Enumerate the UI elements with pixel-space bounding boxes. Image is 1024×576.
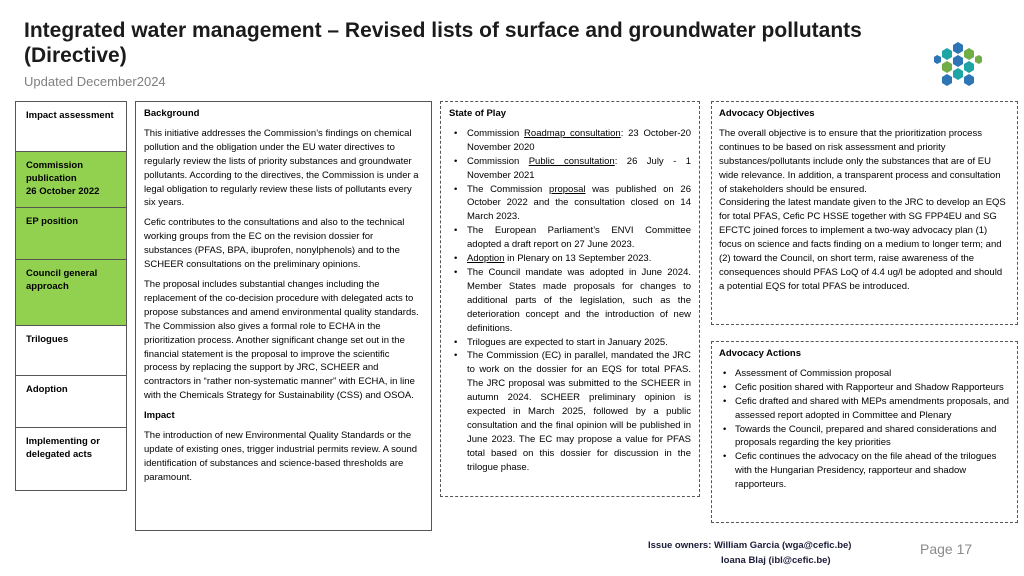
list-item: • Cefic continues the advocacy on the file ahead of the trilogues with the Hungarian Presidency, rapporteur and shadow rapporteurs.: [719, 450, 1010, 492]
advocacy-objectives-panel: [711, 101, 1018, 325]
page-number: Page 17: [920, 541, 973, 557]
step-trilogues: Trilogues: [16, 326, 126, 376]
adoption-link[interactable]: Adoption: [467, 253, 505, 265]
page-title: Integrated water management – Revised lists of surface and groundwater pollutants (Directive): [24, 19, 862, 67]
issue-owner-1: Issue owners: William Garcia (wga@cefic.be): [648, 540, 852, 551]
impact-paragraph: The introduction of new Environmental Quality Standards or the update of existing ones, trigger industrial permits review. A sound identification of substances and science-based thresholds are paramount.: [144, 430, 418, 483]
public-consultation-link[interactable]: Public consultation: [528, 155, 615, 167]
state-of-play-panel: [440, 101, 700, 497]
list-item: • The Commission (EC) in parallel, mandated the JRC to work on the dossier for an EQS for total PFAS. The JRC proposal was submitted to the SCHEER in autumn 2024. SCHEER preliminary opinion is expected in March 2025, followed by a public consultation and the final opinion will be published in June 2023. The EC may propose a value for PFAS total based on this dossier for discussion in the trilogue phase.: [449, 349, 691, 474]
list-item: • Commission Public consultation: 26 July - 1 November 2021: [449, 155, 691, 183]
step-adoption: Adoption: [16, 376, 126, 428]
advocacy-actions-panel: [711, 341, 1018, 523]
step-council-general-approach: Council general approach: [16, 260, 126, 326]
state-of-play-heading: State of Play: [449, 108, 507, 119]
process-timeline: [15, 101, 127, 491]
advocacy-actions-list: [719, 367, 1010, 492]
proposal-link[interactable]: proposal: [549, 183, 586, 195]
objectives-paragraph: The overall objective is to ensure that the prioritization process continues to be based on risk assessment and priority substances/pollutants include only the substances that are of EU wide relevance. In addition, a transparent process and consultation of stakeholders should be ensured.: [719, 127, 1001, 195]
step-implementing-delegated-acts: Implementing or delegated acts: [26, 436, 100, 460]
advocacy-objectives-heading: Advocacy Objectives: [719, 108, 815, 119]
objectives-paragraph: Considering the latest mandate given to the JRC to develop an EQS for total PFAS, Cefic PC HSSE together with SG FPP4EU and SG EFCTC joined forces to implement a two-way advocacy plan (1) focus on science and facts finding on a medium to longer term; and (2) toward the Council, on short term, raise awareness of the consequences should PFAS LoQ of 4.4 ug/l be adopted and should a potential EQS for total PFAS be introduced.: [719, 197, 1006, 292]
cefic-logo-icon: [934, 40, 982, 88]
roadmap-consultation-link[interactable]: Roadmap consultation: [524, 127, 621, 139]
list-item: • Cefic position shared with Rapporteur and Shadow Rapporteurs: [719, 381, 1010, 395]
list-item: • Adoption in Plenary on 13 September 2023.: [449, 252, 691, 266]
step-commission-publication: Commission publication 26 October 2022: [16, 152, 126, 208]
advocacy-actions-heading: Advocacy Actions: [719, 348, 802, 359]
list-item: • The Commission proposal was published on 26 October 2022 and the consultation closed on 14 March 2023.: [449, 183, 691, 225]
list-item: • Commission Roadmap consultation: 23 October-20 November 2020: [449, 127, 691, 155]
list-item: • The Council mandate was adopted in June 2024. Member States made proposals for changes to additional parts of the legislation, such as the deterioration concept and the introduction of new definitions.: [449, 266, 691, 336]
page-subtitle: Updated December2024: [24, 74, 166, 89]
issue-owner-2: Ioana Blaj (ibl@cefic.be): [721, 555, 831, 566]
list-item: • Trilogues are expected to start in January 2025.: [449, 336, 691, 350]
list-item: • Assessment of Commission proposal: [719, 367, 1010, 381]
list-item: • The European Parliament’s ENVI Committee adopted a draft report on 27 June 2023.: [449, 224, 691, 252]
background-panel: [135, 101, 432, 531]
impact-heading: Impact: [144, 410, 175, 422]
step-ep-position: EP position: [16, 208, 126, 260]
state-of-play-list: [449, 127, 691, 475]
list-item: • Cefic drafted and shared with MEPs amendments proposals, and assessed report adopted in Committee and Plenary: [719, 395, 1010, 423]
background-paragraph: Cefic contributes to the consultations and also to the technical working groups from the EC on the revision dossier for substances (PFAS, BPA, ibuprofen, nonylphenols) and to the SCHEER consultations on the preliminary opinions.: [144, 217, 405, 271]
background-paragraph: This initiative addresses the Commission’s findings on chemical pollution and the obligation under the EU water directives to regularly review the lists of priority substances and groundwater pollutants. According to the directives, the Commission is under a legal obligation to regularly review these lists of pollutants every six years.: [144, 127, 419, 209]
background-paragraph: The proposal includes substantial changes including the replacement of the co-decision procedure with delegated acts to propose substances and amend environmental quality standards. The Commission also gives a formal role to ECHA in the prioritization process. Another significant change set out in the financial statement is the proposal to improve the scientific process by replacing the support by JRC, SCHEER and contractors in “rather non-systematic manner” with ECHA, in line with the Chemicals Strategy for Sustainability (CSS) and OSOA.: [144, 278, 419, 402]
step-impact-assessment: Impact assessment: [16, 102, 126, 152]
list-item: • Towards the Council, prepared and shared considerations and proposals regarding the key priorities: [719, 423, 1010, 451]
background-heading: Background: [144, 108, 200, 119]
